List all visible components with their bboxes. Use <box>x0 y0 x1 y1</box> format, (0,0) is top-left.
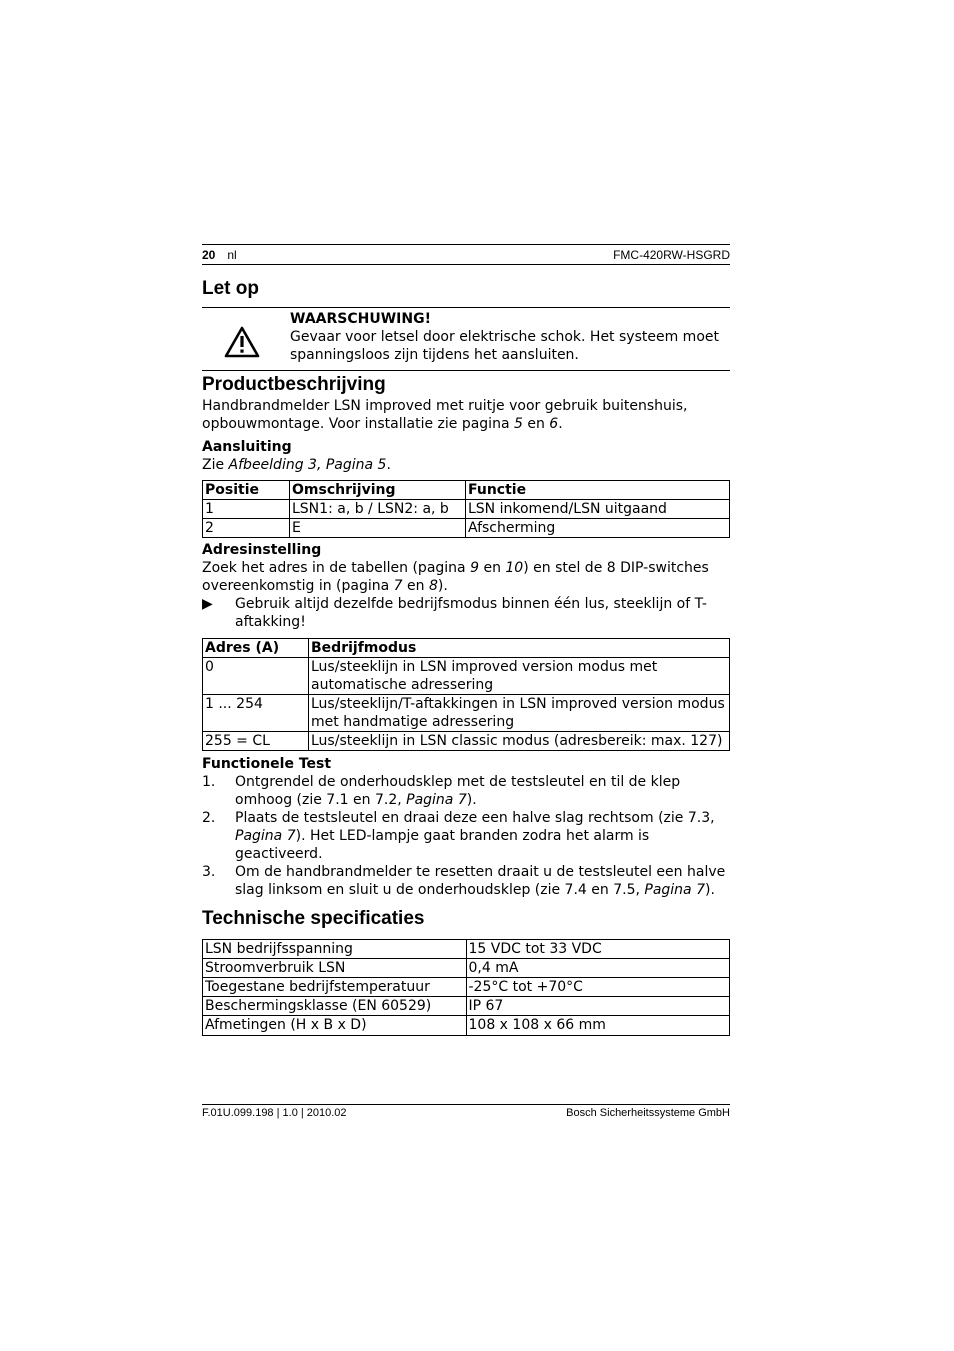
table-row <box>203 997 730 1016</box>
product-code: FMC-420RW-HSGRD <box>613 247 730 262</box>
table-cell: Stroomverbruik LSN <box>203 959 467 978</box>
list-item: 1. Ontgrendel de onderhoudsklep met de testsleutel en til de klep omhoog (zie 7.1 en 7.2, Pagina 7). <box>202 774 681 808</box>
table-cell: LSN bedrijfsspanning <box>203 940 467 959</box>
page-header <box>202 244 730 265</box>
table-row <box>203 732 730 751</box>
table-cell: 1 <box>203 500 290 519</box>
bullet-text: Gebruik altijd dezelfde bedrijfsmodus binnen één lus, steeklijn of T-aftakking! <box>235 596 707 630</box>
table-header-row <box>203 639 730 658</box>
column-header: Adres (A) <box>203 639 309 658</box>
table-cell: Lus/steeklijn in LSN improved version modus met automatische adressering <box>309 658 730 695</box>
bullet-arrow-icon: ▶ <box>202 596 213 612</box>
table-cell: Lus/steeklijn/T-aftakkingen in LSN improved version modus met handmatige adressering <box>309 695 730 732</box>
warning-box <box>202 307 730 371</box>
table-cell: LSN inkomend/LSN uitgaand <box>466 500 730 519</box>
table-row <box>203 695 730 732</box>
list-item: 2. Plaats de testsleutel en draai deze een halve slag rechtsom (zie 7.3, Pagina 7). Het LED-lampje gaat branden zodra het alarm is geactiveerd. <box>202 810 715 862</box>
publisher: Bosch Sicherheitssysteme GmbH <box>566 1107 730 1119</box>
table-cell: Lus/steeklijn in LSN classic modus (adresbereik: max. 127) <box>309 732 730 751</box>
column-header: Positie <box>203 481 290 500</box>
product-intro: Handbrandmelder LSN improved met ruitje voor gebruik buitenshuis, opbouwmontage. Voor installatie zie pagina 5 en 6. <box>202 398 688 432</box>
test-steps <box>202 773 730 899</box>
column-header: Bedrijfmodus <box>309 639 730 658</box>
table-row <box>203 959 730 978</box>
table-header-row <box>203 481 730 500</box>
table-cell: 1 ... 254 <box>203 695 309 732</box>
table-cell: 108 x 108 x 66 mm <box>466 1016 730 1036</box>
functionele-test-heading: Functionele Test <box>202 756 332 772</box>
table-cell: LSN1: a, b / LSN2: a, b <box>290 500 466 519</box>
page-content <box>202 244 730 1036</box>
productbeschrijving-heading: Productbeschrijving <box>202 374 386 395</box>
table-cell: Toegestane bedrijfstemperatuur <box>203 978 467 997</box>
page-number: 20 <box>202 247 216 262</box>
table-cell: 15 VDC tot 33 VDC <box>466 940 730 959</box>
table-cell: 255 = CL <box>203 732 309 751</box>
adres-table <box>202 638 730 751</box>
warning-text: Gevaar voor letsel door elektrische schok. Het systeem moet spanningsloos zijn tijdens het aansluiten. <box>290 329 719 363</box>
table-cell: Afmetingen (H x B x D) <box>203 1016 467 1036</box>
adres-text: Zoek het adres in de tabellen (pagina 9 en 10) en stel de 8 DIP-switches overeenkomstig in (pagina 7 en 8). <box>202 560 709 594</box>
table-cell: 0 <box>203 658 309 695</box>
column-header: Functie <box>466 481 730 500</box>
table-cell: Beschermingsklasse (EN 60529) <box>203 997 467 1016</box>
table-row <box>203 500 730 519</box>
aansluiting-table <box>202 480 730 538</box>
column-header: Omschrijving <box>290 481 466 500</box>
table-cell: Afscherming <box>466 519 730 538</box>
language-code: nl <box>227 247 237 262</box>
table-row <box>203 1016 730 1036</box>
table-cell: 2 <box>203 519 290 538</box>
table-cell: IP 67 <box>466 997 730 1016</box>
technische-specificaties-heading: Technische specificaties <box>202 908 425 929</box>
page-footer <box>202 1104 730 1119</box>
table-row <box>203 519 730 538</box>
table-cell: -25°C tot +70°C <box>466 978 730 997</box>
list-item: 3. Om de handbrandmelder te resetten draait u de testsleutel een halve slag linksom en sluit u de onderhoudsklep (zie 7.4 en 7.5, Pagina 7). <box>202 864 726 898</box>
table-row <box>203 978 730 997</box>
document-id: F.01U.099.198 | 1.0 | 2010.02 <box>202 1107 347 1119</box>
table-row <box>203 658 730 695</box>
table-row <box>203 940 730 959</box>
warning-title: WAARSCHUWING! <box>290 311 431 327</box>
specs-table <box>202 939 730 1036</box>
aansluiting-ref: Zie Afbeelding 3, Pagina 5. <box>202 457 391 473</box>
adres-bullet <box>202 595 730 631</box>
aansluiting-heading: Aansluiting <box>202 439 292 455</box>
adresinstelling-heading: Adresinstelling <box>202 542 322 558</box>
header-left <box>202 248 237 262</box>
table-cell: E <box>290 519 466 538</box>
warning-triangle-icon <box>202 310 290 364</box>
table-cell: 0,4 mA <box>466 959 730 978</box>
let-op-heading: Let op <box>202 278 259 299</box>
